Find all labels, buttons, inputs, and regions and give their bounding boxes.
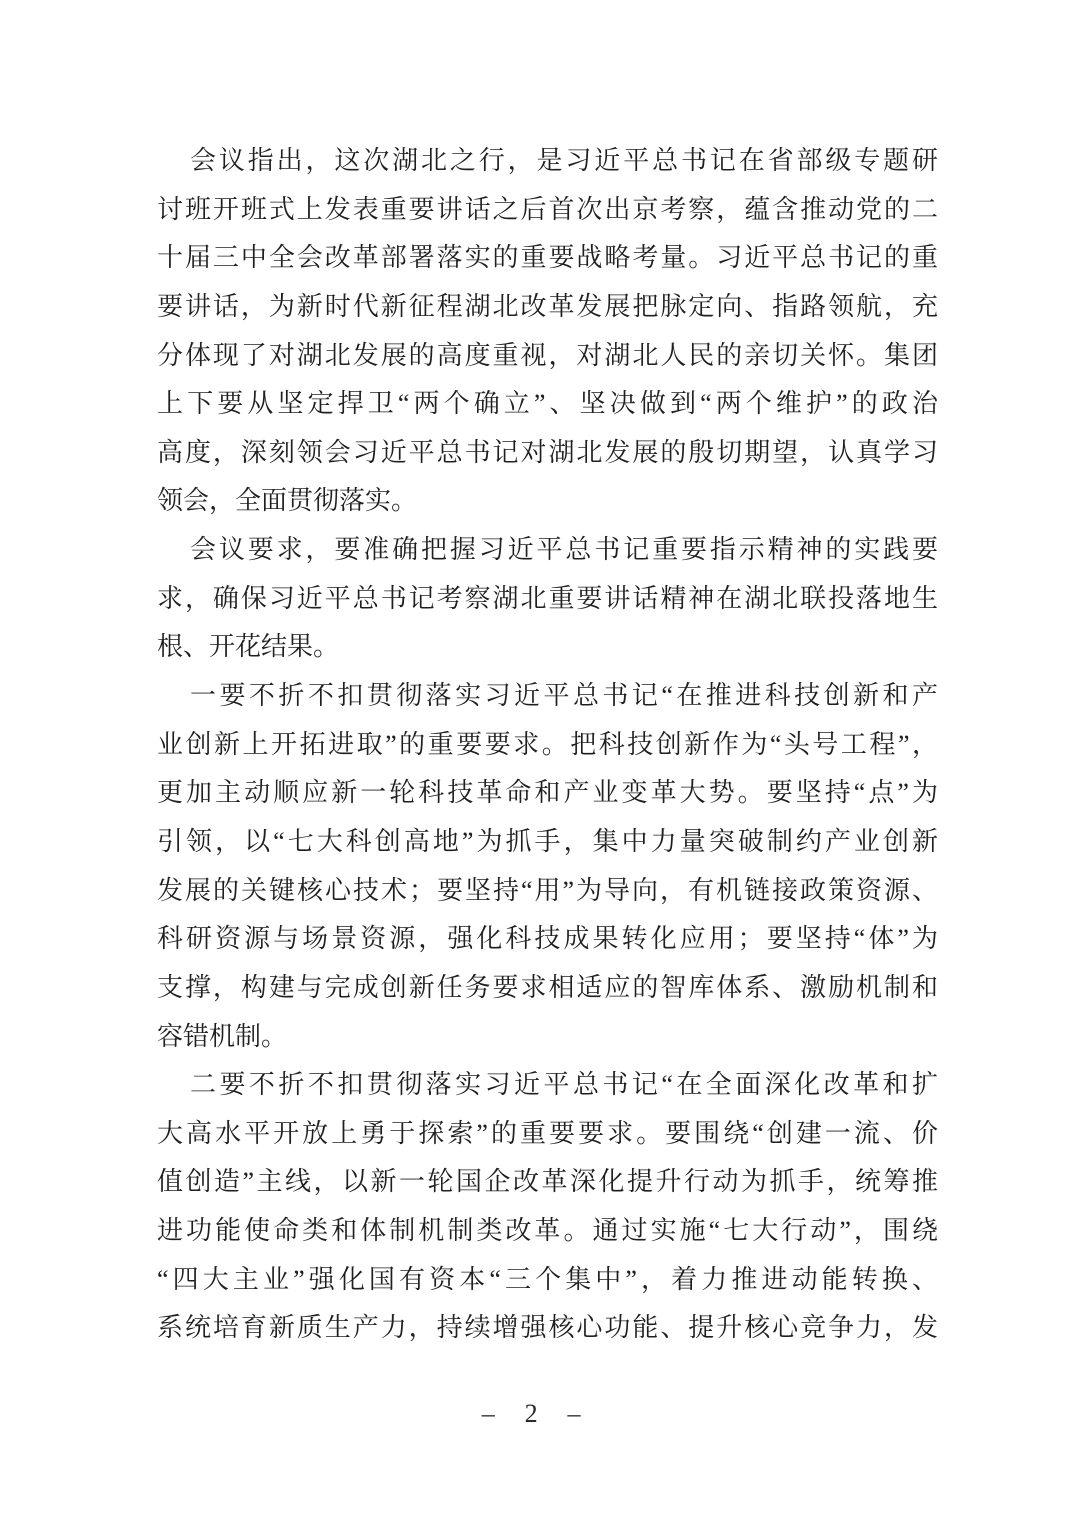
text-line: 十届三中全会改革部署落实的重要战略考量。习近平总书记的重 <box>157 243 938 273</box>
text-line: 系统培育新质生产力，持续增强核心功能、提升核心竞争力，发 <box>157 1313 938 1343</box>
text-line: 领会，全面贯彻落实。 <box>157 486 418 516</box>
text-line: 讨班开班式上发表重要讲话之后首次出京考察，蕴含推动党的二 <box>157 194 938 224</box>
text-line: 分体现了对湖北发展的高度重视，对湖北人民的亲切关怀。集团 <box>157 340 938 370</box>
text-line: 会议要求，要准确把握习近平总书记重要指示精神的实践要 <box>190 535 938 565</box>
text-line: 支撑，构建与完成创新任务要求相适应的智库体系、激励机制和 <box>157 972 938 1002</box>
text-line: 上下要从坚定捍卫“两个确立”、坚决做到“两个维护”的政治 <box>157 389 938 419</box>
text-line: “四大主业”强化国有资本“三个集中”，着力推进动能转换、 <box>157 1264 938 1294</box>
text-line: 值创造”主线，以新一轮国企改革深化提升行动为抓手，统筹推 <box>157 1167 938 1197</box>
text-line: 科研资源与场景资源，强化科技成果转化应用；要坚持“体”为 <box>157 924 938 954</box>
text-line: 更加主动顺应新一轮科技革命和产业变革大势。要坚持“点”为 <box>157 778 938 808</box>
text-line: 二要不折不扣贯彻落实习近平总书记“在全面深化改革和扩 <box>190 1070 938 1100</box>
text-line: 求，确保习近平总书记考察湖北重要讲话精神在湖北联投落地生 <box>157 583 938 613</box>
text-line: 高度，深刻领会习近平总书记对湖北发展的殷切期望，认真学习 <box>157 437 938 467</box>
text-line: 进功能使命类和体制机制类改革。通过实施“七大行动”，围绕 <box>157 1216 938 1246</box>
document-body <box>157 137 938 1353</box>
text-line: 容错机制。 <box>157 1021 288 1051</box>
text-line: 会议指出，这次湖北之行，是习近平总书记在省部级专题研 <box>190 146 938 175</box>
text-line: 要讲话，为新时代新征程湖北改革发展把脉定向、指路领航，充 <box>157 291 938 321</box>
text-line: 业创新上开拓进取”的重要要求。把科技创新作为“头号工程”， <box>157 729 938 759</box>
text-line: 一要不折不扣贯彻落实习近平总书记“在推进科技创新和产 <box>190 681 938 711</box>
page-number: – 2 – <box>481 1399 593 1428</box>
text-line: 发展的关键核心技术；要坚持“用”为导向，有机链接政策资源、 <box>157 875 938 905</box>
text-line: 大高水平开放上勇于探索”的重要要求。要围绕“创建一流、价 <box>157 1118 938 1148</box>
text-line: 引领，以“七大科创高地”为抓手，集中力量突破制约产业创新 <box>157 826 938 856</box>
text-line: 根、开花结果。 <box>157 632 340 662</box>
